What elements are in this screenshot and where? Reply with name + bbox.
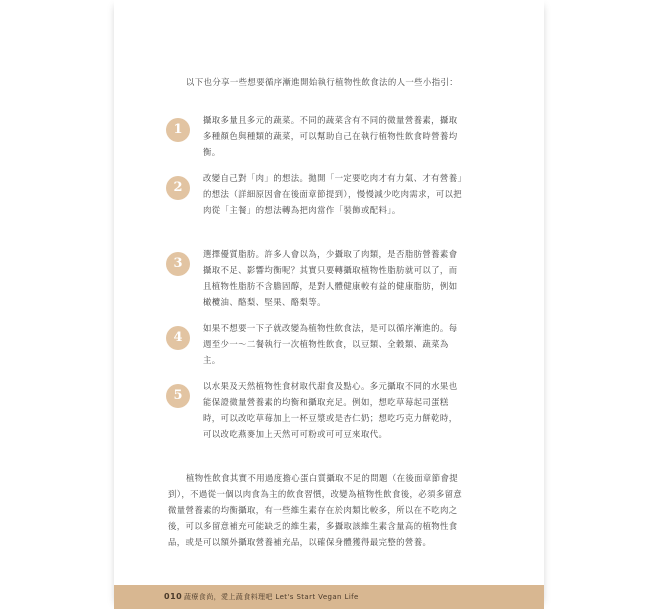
- tip-text: 以水果及天然植物性食材取代甜食及點心。多元攝取不同的水果也能保證微量營養素的均衡和攝取充足。例如，想吃草莓起司蛋糕時，可以改吃草莓加上一杯豆漿或是杏仁奶；想吃巧克力餅乾時，可以改吃燕麥加上天然可可粉或可可豆來取代。: [203, 381, 458, 439]
- tip-number-badge: 4: [166, 326, 190, 350]
- tip-text: 選擇優質脂肪。許多人會以為，少攝取了肉類，是否脂肪營養素會攝取不足、影響均衡呢？其實只要轉攝取植物性脂肪就可以了，而且植物性脂肪不含膽固醇，是對人體健康較有益的健康脂肪，例如橄欖油、酪梨、堅果、酪梨等。: [203, 249, 458, 307]
- tip-number-badge: 2: [166, 176, 190, 200]
- tip-number-badge: 5: [166, 384, 190, 408]
- page-footer: [114, 585, 544, 609]
- book-page: [114, 0, 544, 609]
- tip-number-badge: 3: [166, 252, 190, 276]
- tip-text: 攝取多量且多元的蔬菜。不同的蔬菜含有不同的微量營養素，攝取多種顏色與種類的蔬菜，可以幫助自己在執行植物性飲食時營養均衡。: [203, 115, 458, 157]
- tip-text: 如果不想要一下子就改變為植物性飲食法，是可以循序漸進的。每週至少一～二餐執行一次植物性飲食，以豆類、全穀類、蔬菜為主。: [203, 323, 458, 365]
- closing-paragraph: 植物性飲食其實不用過度擔心蛋白質攝取不足的問題（在後面章節會提到），不過從一個以肉食為主的飲食習慣，改變為植物性飲食後，必須多留意微量營養素的均衡攝取，有一些維生素存在於肉類比較多，所以在不吃肉之後，可以多留意補充可能缺乏的維生素，多攝取該維生素含量高的植物性食品，或是可以額外攝取營養補充品，以確保身體獲得最完整的營養。: [168, 473, 463, 547]
- running-title: 蔬療食尚，愛上蔬食料理吧 Let's Start Vegan Life: [184, 593, 359, 601]
- tip-number-badge: 1: [166, 118, 190, 142]
- tip-text: 改變自己對「肉」的想法。拋開「一定要吃肉才有力氣、才有營養」的想法（詳細原因會在後面章節提到），慢慢減少吃肉需求，可以把肉從「主餐」的想法轉為把肉當作「裝飾或配料」。: [203, 173, 463, 215]
- page-number: 010: [164, 592, 183, 601]
- intro-paragraph: 以下也分享一些想要循序漸進開始執行植物性飲食法的人一些小指引：: [186, 77, 459, 87]
